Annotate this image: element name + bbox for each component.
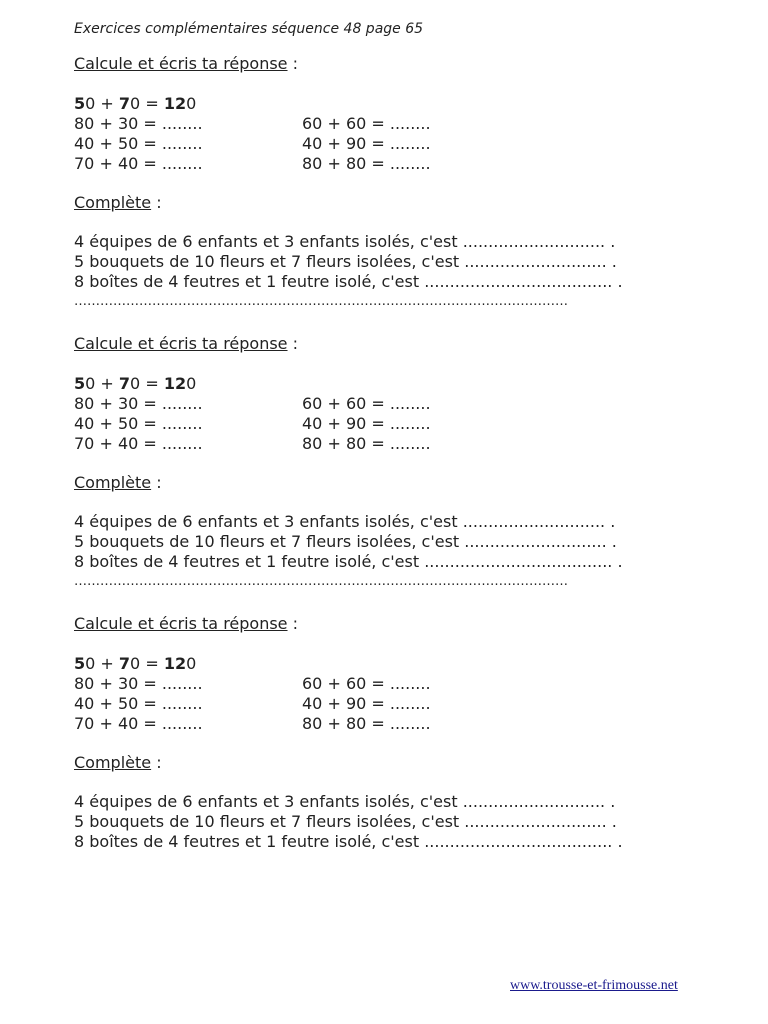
page-header: Exercices complémentaires séquence 48 page 65	[74, 21, 424, 37]
equation: 60 + 60 = ........	[302, 114, 431, 133]
complete-title: Complète :	[74, 193, 162, 212]
example-equation: 50 + 70 = 120	[74, 654, 197, 673]
answer-dotline: ……………………………………………………………………………………………………	[74, 574, 568, 589]
answer-dotline: ……………………………………………………………………………………………………	[74, 294, 568, 309]
example-equation: 50 + 70 = 120	[74, 374, 197, 393]
complete-title: Complète :	[74, 753, 162, 772]
equation: 60 + 60 = ........	[302, 674, 431, 693]
complete-line: 5 bouquets de 10 fleurs et 7 fleurs isolées, c'est ............................ .	[74, 532, 617, 551]
calc-title: Calcule et écris ta réponse :	[74, 614, 299, 633]
equation: 40 + 50 = ........	[74, 134, 203, 153]
equation: 80 + 80 = ........	[302, 434, 431, 453]
equation: 80 + 80 = ........	[302, 714, 431, 733]
complete-line: 5 bouquets de 10 fleurs et 7 fleurs isolées, c'est ............................ .	[74, 252, 617, 271]
equation: 40 + 90 = ........	[302, 414, 431, 433]
equation: 80 + 30 = ........	[74, 674, 203, 693]
footer-link[interactable]: www.trousse-et-frimousse.net	[510, 978, 678, 993]
equation: 40 + 90 = ........	[302, 694, 431, 713]
complete-line: 8 boîtes de 4 feutres et 1 feutre isolé, c'est ..................................... .	[74, 552, 623, 571]
equation: 80 + 30 = ........	[74, 114, 203, 133]
equation: 80 + 80 = ........	[302, 154, 431, 173]
complete-line: 4 équipes de 6 enfants et 3 enfants isolés, c'est ............................ .	[74, 792, 616, 811]
complete-line: 4 équipes de 6 enfants et 3 enfants isolés, c'est ............................ .	[74, 512, 616, 531]
calc-title: Calcule et écris ta réponse :	[74, 334, 299, 353]
complete-line: 8 boîtes de 4 feutres et 1 feutre isolé, c'est ..................................... .	[74, 832, 623, 851]
calc-title: Calcule et écris ta réponse :	[74, 54, 299, 73]
complete-line: 8 boîtes de 4 feutres et 1 feutre isolé, c'est ..................................... .	[74, 272, 623, 291]
equation: 40 + 50 = ........	[74, 694, 203, 713]
complete-line: 4 équipes de 6 enfants et 3 enfants isolés, c'est ............................ .	[74, 232, 616, 251]
equation: 80 + 30 = ........	[74, 394, 203, 413]
equation: 70 + 40 = ........	[74, 714, 203, 733]
complete-title: Complète :	[74, 473, 162, 492]
equation: 40 + 50 = ........	[74, 414, 203, 433]
equation: 70 + 40 = ........	[74, 434, 203, 453]
complete-line: 5 bouquets de 10 fleurs et 7 fleurs isolées, c'est ............................ .	[74, 812, 617, 831]
equation: 60 + 60 = ........	[302, 394, 431, 413]
equation: 40 + 90 = ........	[302, 134, 431, 153]
example-equation: 50 + 70 = 120	[74, 94, 197, 113]
equation: 70 + 40 = ........	[74, 154, 203, 173]
